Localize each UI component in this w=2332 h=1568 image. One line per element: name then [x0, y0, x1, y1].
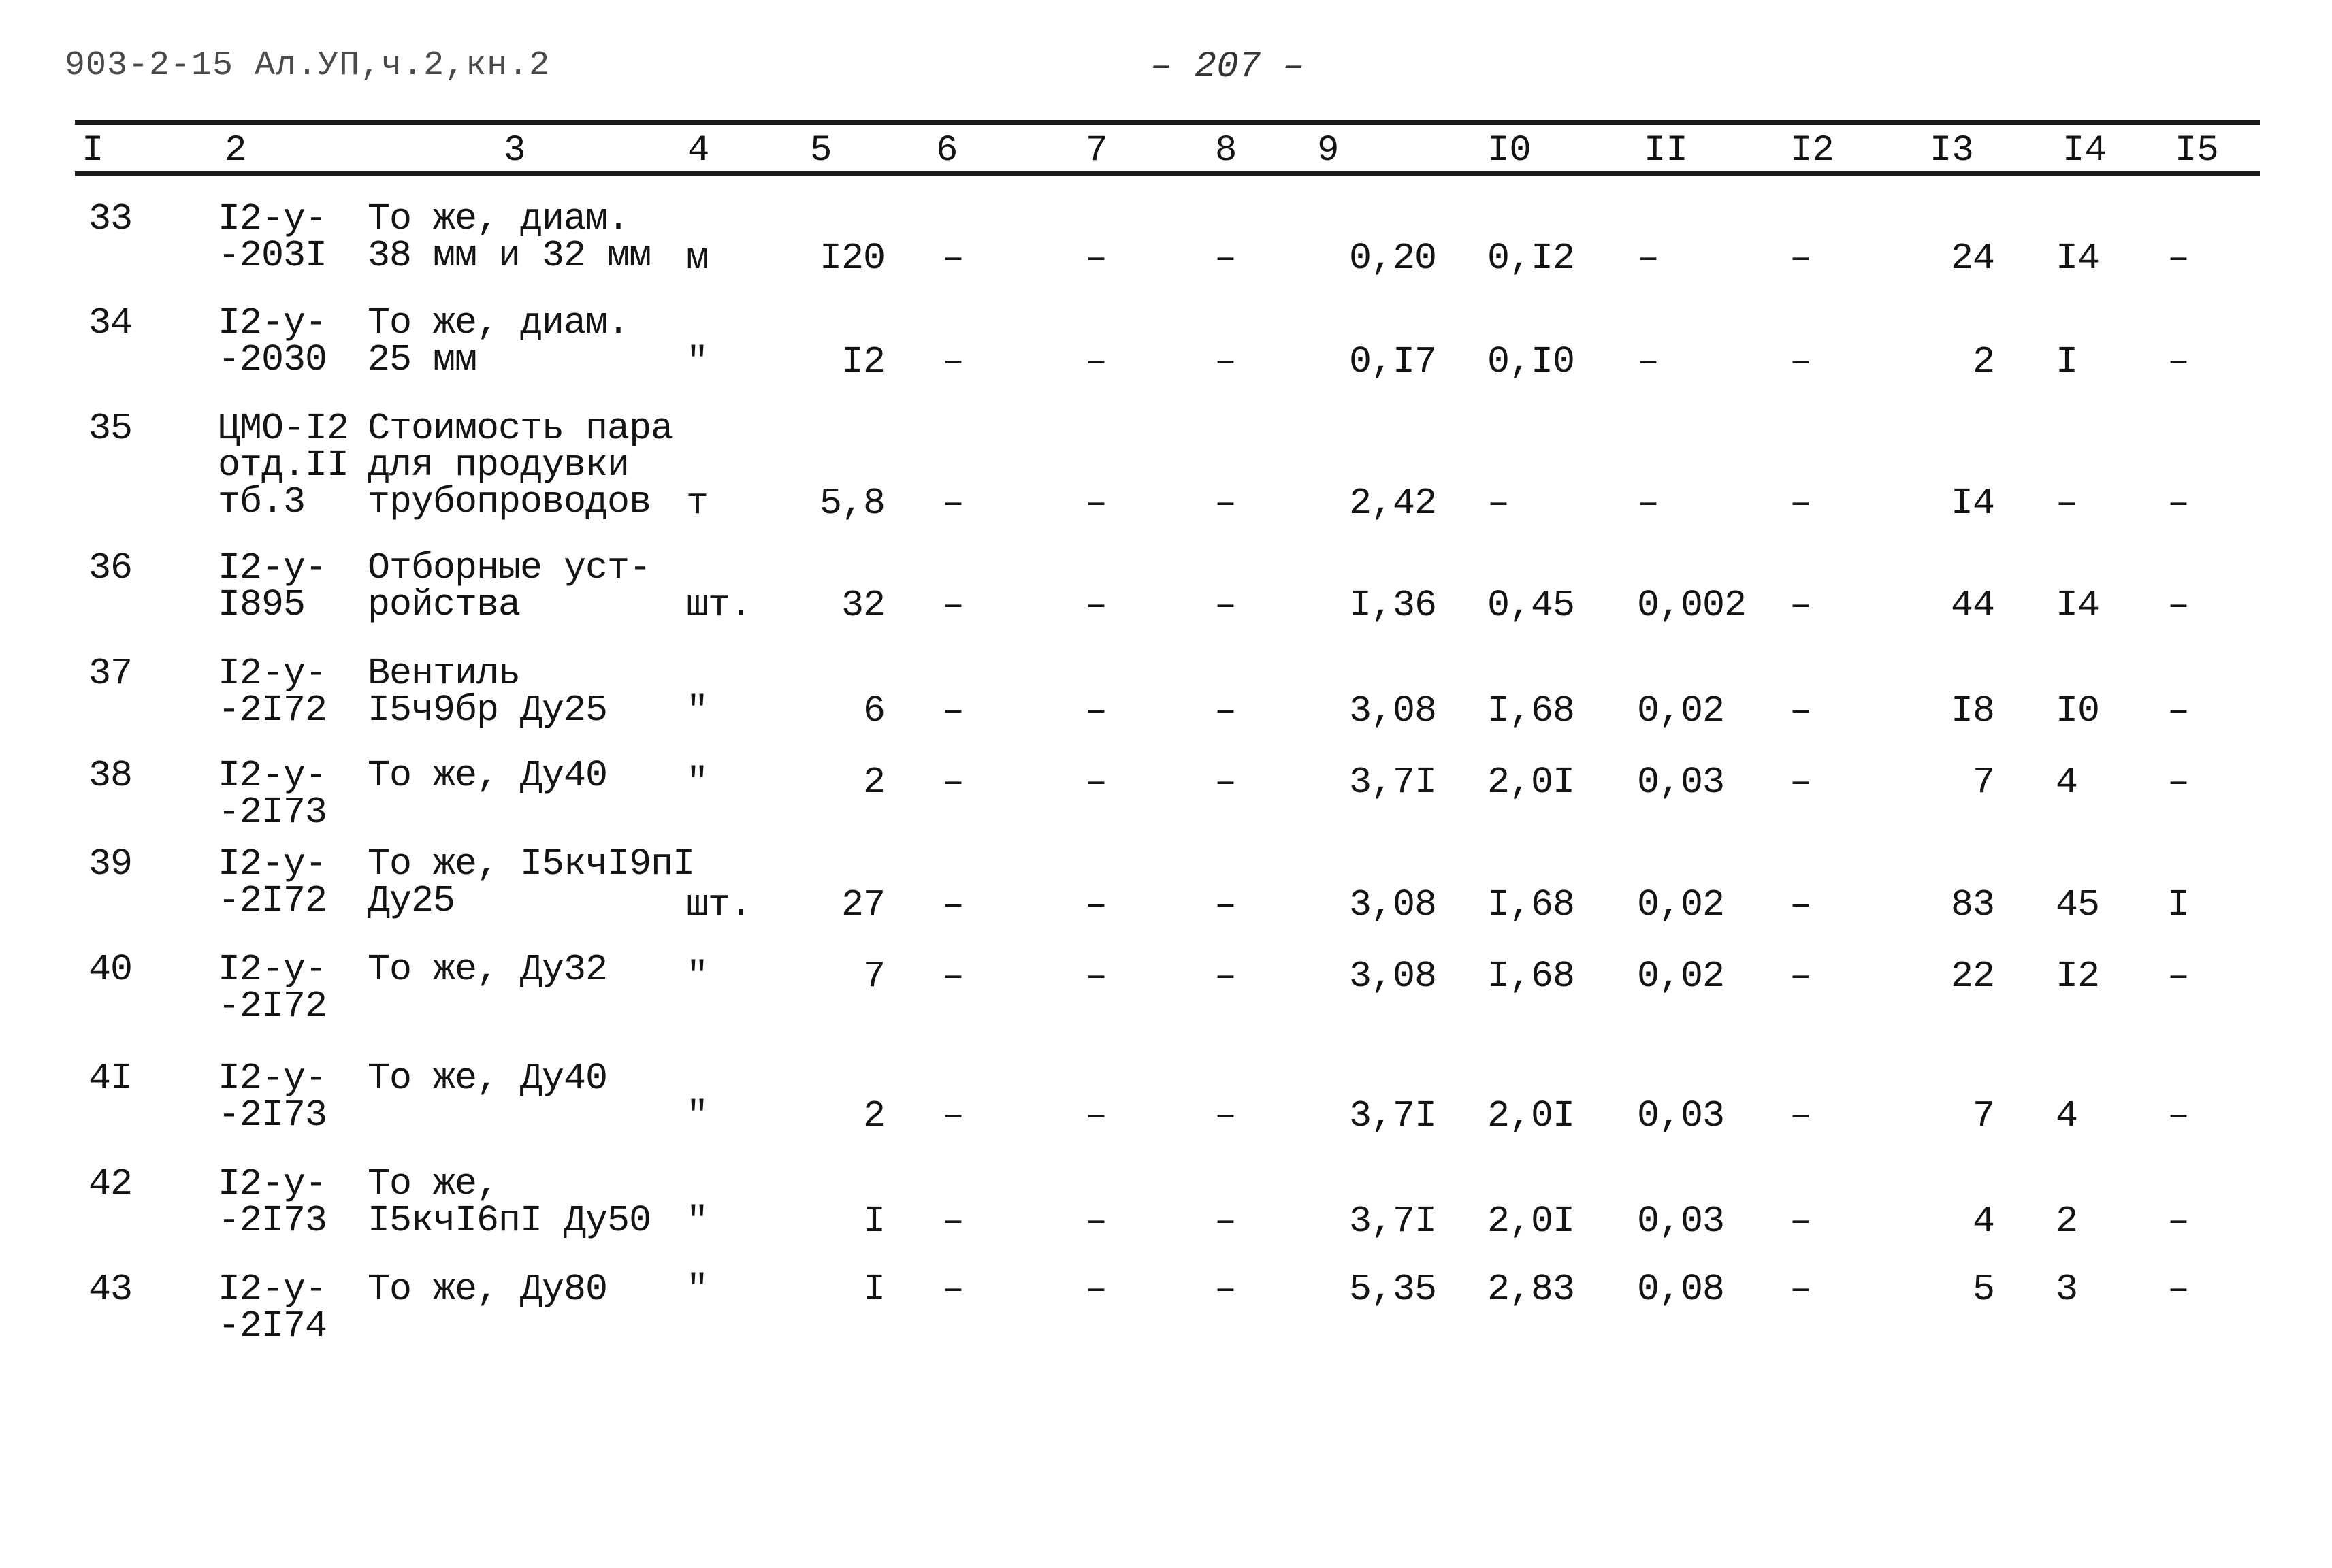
row-39-c13: 83 [1950, 883, 1994, 926]
row-35-c13: I4 [1950, 482, 1994, 525]
column-header-1: I [82, 130, 104, 172]
row-36-c10: 0,45 [1487, 584, 1575, 627]
row-4I-unit: " [686, 1094, 709, 1137]
row-33-c9: 0,20 [1348, 237, 1436, 280]
row-34-qty: I2 [841, 340, 885, 383]
row-33-name: То же, диам. 38 мм и 32 мм [368, 197, 651, 277]
row-37-c12: – [1789, 689, 1811, 732]
row-33-c10: 0,I2 [1487, 237, 1575, 280]
row-39-c9: 3,08 [1348, 883, 1436, 926]
row-4I-c7: – [1084, 1094, 1107, 1137]
row-40-c13: 22 [1950, 955, 1994, 998]
row-39-c8: – [1214, 883, 1236, 926]
row-35-c11: – [1637, 482, 1659, 525]
row-37-qty: 6 [862, 689, 885, 732]
column-header-13: I3 [1930, 130, 1974, 172]
row-43-code: I2-у- -2I74 [218, 1268, 327, 1348]
row-33-c7: – [1084, 237, 1107, 280]
row-39-c14: 45 [2056, 883, 2100, 926]
row-33-c14: I4 [2056, 237, 2100, 280]
row-40-c11: 0,02 [1637, 955, 1725, 998]
row-43-c11: 0,08 [1637, 1268, 1725, 1311]
row-34-unit: " [686, 340, 709, 383]
row-35-c10: – [1487, 482, 1510, 525]
row-33-c13: 24 [1950, 237, 1994, 280]
row-40-c6: – [941, 955, 964, 998]
row-34-c13: 2 [1972, 340, 1994, 383]
row-40-c12: – [1789, 955, 1811, 998]
row-36-c6: – [941, 584, 964, 627]
row-40-no: 40 [88, 948, 133, 991]
row-36-c12: – [1789, 584, 1811, 627]
row-34-code: I2-у- -2030 [218, 301, 327, 381]
row-36-c13: 44 [1950, 584, 1994, 627]
row-34-name: То же, диам. 25 мм [368, 301, 630, 381]
row-39-c12: – [1789, 883, 1811, 926]
row-39-unit: шт. [686, 883, 752, 926]
row-34-c9: 0,I7 [1348, 340, 1436, 383]
row-33-c12: – [1789, 237, 1811, 280]
row-43-name: То же, Ду80 [368, 1268, 608, 1311]
column-header-14: I4 [2062, 130, 2107, 172]
row-40-c14: I2 [2056, 955, 2100, 998]
row-38-c11: 0,03 [1637, 761, 1725, 804]
column-header-7: 7 [1086, 130, 1108, 172]
row-36-qty: 32 [841, 584, 885, 627]
row-42-c9: 3,7I [1348, 1200, 1436, 1243]
row-40-qty: 7 [862, 955, 885, 998]
row-40-code: I2-у- -2I72 [218, 948, 327, 1028]
row-38-name: То же, Ду40 [368, 754, 608, 797]
row-37-c9: 3,08 [1348, 689, 1436, 732]
row-34-c10: 0,I0 [1487, 340, 1575, 383]
row-37-c7: – [1084, 689, 1107, 732]
row-33-c11: – [1637, 237, 1659, 280]
row-43-c13: 5 [1972, 1268, 1994, 1311]
column-header-11: II [1644, 130, 1688, 172]
row-4I-c9: 3,7I [1348, 1094, 1436, 1137]
row-40-c7: – [1084, 955, 1107, 998]
row-39-no: 39 [88, 843, 133, 885]
row-39-name: То же, I5кчI9пI Ду25 [368, 843, 695, 922]
row-35-c8: – [1214, 482, 1236, 525]
row-37-name: Вентиль I5ч9бр Ду25 [368, 652, 608, 732]
row-43-c14: 3 [2056, 1268, 2078, 1311]
row-33-qty: I20 [819, 237, 885, 280]
row-38-c6: – [941, 761, 964, 804]
row-43-c12: – [1789, 1268, 1811, 1311]
row-42-unit: " [686, 1200, 709, 1243]
row-38-c7: – [1084, 761, 1107, 804]
row-36-unit: шт. [686, 584, 752, 627]
page-number: – 207 – [1150, 46, 1305, 88]
row-35-c12: – [1789, 482, 1811, 525]
row-42-c12: – [1789, 1200, 1811, 1243]
row-42-c7: – [1084, 1200, 1107, 1243]
row-43-c10: 2,83 [1487, 1268, 1575, 1311]
row-4I-c14: 4 [2056, 1094, 2078, 1137]
row-39-qty: 27 [841, 883, 885, 926]
row-42-c6: – [941, 1200, 964, 1243]
row-35-unit: т [686, 482, 709, 525]
row-38-c9: 3,7I [1348, 761, 1436, 804]
row-38-c14: 4 [2056, 761, 2078, 804]
row-38-c10: 2,0I [1487, 761, 1575, 804]
row-35-no: 35 [88, 407, 133, 450]
row-37-no: 37 [88, 652, 133, 695]
row-33-unit: м [686, 237, 709, 280]
row-37-c14: I0 [2056, 689, 2100, 732]
document-code: 903-2-15 Ал.УП,ч.2,кн.2 [65, 46, 551, 85]
row-37-code: I2-у- -2I72 [218, 652, 327, 732]
row-34-c8: – [1214, 340, 1236, 383]
row-40-c10: I,68 [1487, 955, 1575, 998]
row-37-c10: I,68 [1487, 689, 1575, 732]
row-33-c15: – [2167, 237, 2189, 280]
row-4I-c10: 2,0I [1487, 1094, 1575, 1137]
row-35-c6: – [941, 482, 964, 525]
row-39-c7: – [1084, 883, 1107, 926]
row-35-c14: – [2056, 482, 2078, 525]
row-35-c9: 2,42 [1348, 482, 1436, 525]
row-42-code: I2-у- -2I73 [218, 1162, 327, 1242]
row-43-c6: – [941, 1268, 964, 1311]
row-4I-c11: 0,03 [1637, 1094, 1725, 1137]
row-36-no: 36 [88, 546, 133, 589]
row-4I-no: 4I [88, 1057, 133, 1100]
row-34-c7: – [1084, 340, 1107, 383]
row-38-c8: – [1214, 761, 1236, 804]
row-43-c9: 5,35 [1348, 1268, 1436, 1311]
row-40-c15: – [2167, 955, 2189, 998]
row-36-c8: – [1214, 584, 1236, 627]
row-38-code: I2-у- -2I73 [218, 754, 327, 834]
row-4I-c8: – [1214, 1094, 1236, 1137]
row-34-c14: I [2056, 340, 2078, 383]
row-36-c7: – [1084, 584, 1107, 627]
column-header-8: 8 [1215, 130, 1237, 172]
row-43-c7: – [1084, 1268, 1107, 1311]
row-37-c11: 0,02 [1637, 689, 1725, 732]
row-37-unit: " [686, 689, 709, 732]
row-34-c6: – [941, 340, 964, 383]
row-34-c12: – [1789, 340, 1811, 383]
row-4I-c6: – [941, 1094, 964, 1137]
row-4I-name: То же, Ду40 [368, 1057, 608, 1100]
row-38-unit: " [686, 761, 709, 804]
row-36-c11: 0,002 [1637, 584, 1747, 627]
row-42-c11: 0,03 [1637, 1200, 1725, 1243]
row-42-qty: I [862, 1200, 885, 1243]
row-38-c15: – [2167, 761, 2189, 804]
row-36-name: Отборные уст- ройства [368, 546, 651, 626]
row-40-c9: 3,08 [1348, 955, 1436, 998]
row-35-c15: – [2167, 482, 2189, 525]
row-35-name: Стоимость пара для продувки трубопроводов [368, 407, 673, 523]
row-39-c6: – [941, 883, 964, 926]
row-42-c10: 2,0I [1487, 1200, 1575, 1243]
row-42-c13: 4 [1972, 1200, 1994, 1243]
row-40-unit: " [686, 955, 709, 998]
column-header-5: 5 [810, 130, 832, 172]
row-39-c15: I [2167, 883, 2189, 926]
row-37-c15: – [2167, 689, 2189, 732]
row-39-c11: 0,02 [1637, 883, 1725, 926]
column-header-3: 3 [504, 130, 526, 172]
row-36-c9: I,36 [1348, 584, 1436, 627]
row-39-code: I2-у- -2I72 [218, 843, 327, 922]
row-36-code: I2-у- I895 [218, 546, 327, 626]
row-33-c8: – [1214, 237, 1236, 280]
row-42-c14: 2 [2056, 1200, 2078, 1243]
column-header-9: 9 [1317, 130, 1340, 172]
row-37-c13: I8 [1950, 689, 1994, 732]
row-42-no: 42 [88, 1162, 133, 1205]
row-37-c8: – [1214, 689, 1236, 732]
row-36-c15: – [2167, 584, 2189, 627]
row-4I-code: I2-у- -2I73 [218, 1057, 327, 1137]
column-header-6: 6 [936, 130, 958, 172]
row-35-code: ЦМО-I2 отд.II тб.3 [218, 407, 349, 523]
row-40-c8: – [1214, 955, 1236, 998]
row-33-c6: – [941, 237, 964, 280]
row-38-c12: – [1789, 761, 1811, 804]
row-43-qty: I [862, 1268, 885, 1311]
row-34-no: 34 [88, 301, 133, 344]
column-header-4: 4 [687, 130, 710, 172]
row-35-qty: 5,8 [819, 482, 885, 525]
row-4I-c15: – [2167, 1094, 2189, 1137]
row-33-no: 33 [88, 197, 133, 240]
row-38-qty: 2 [862, 761, 885, 804]
row-42-c15: – [2167, 1200, 2189, 1243]
row-4I-qty: 2 [862, 1094, 885, 1137]
row-36-c14: I4 [2056, 584, 2100, 627]
row-42-name: То же, I5кчI6пI Ду50 [368, 1162, 651, 1242]
row-42-c8: – [1214, 1200, 1236, 1243]
row-37-c6: – [941, 689, 964, 732]
row-43-unit: " [686, 1268, 709, 1311]
column-header-15: I5 [2175, 130, 2219, 172]
row-40-name: То же, Ду32 [368, 948, 608, 991]
row-43-c8: – [1214, 1268, 1236, 1311]
row-33-code: I2-у- -203I [218, 197, 327, 277]
row-4I-c12: – [1789, 1094, 1811, 1137]
row-34-c11: – [1637, 340, 1659, 383]
row-39-c10: I,68 [1487, 883, 1575, 926]
row-43-no: 43 [88, 1268, 133, 1311]
row-34-c15: – [2167, 340, 2189, 383]
row-38-no: 38 [88, 754, 133, 797]
row-38-c13: 7 [1972, 761, 1994, 804]
column-header-10: I0 [1487, 130, 1532, 172]
column-header-2: 2 [225, 130, 247, 172]
column-header-12: I2 [1790, 130, 1834, 172]
row-43-c15: – [2167, 1268, 2189, 1311]
row-35-c7: – [1084, 482, 1107, 525]
row-4I-c13: 7 [1972, 1094, 1994, 1137]
